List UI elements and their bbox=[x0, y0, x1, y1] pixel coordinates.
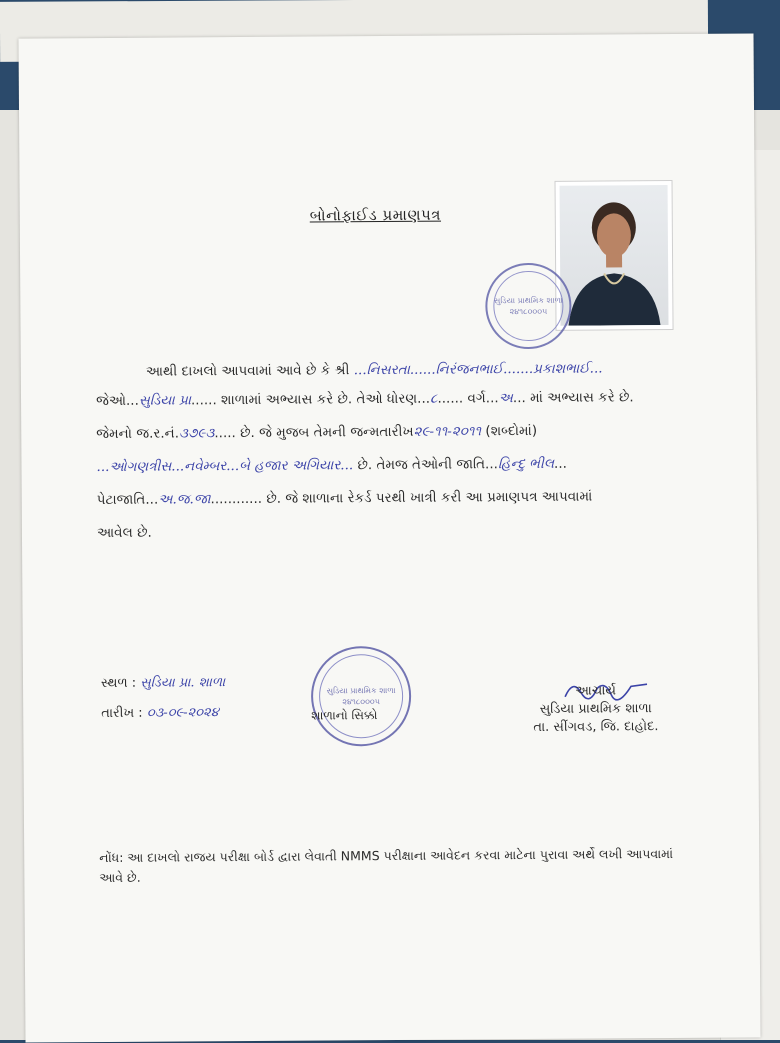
subcaste-value: અ.જ.જા bbox=[158, 491, 211, 508]
photo-image bbox=[560, 185, 669, 326]
document-title: બોનોફાઈડ પ્રમાણપત્ર bbox=[309, 205, 442, 225]
seal-label: શાળાનો સિક્કો bbox=[311, 708, 378, 723]
standard-value: ૮ bbox=[429, 390, 438, 407]
caste-value: હિન્દુ ભીલ bbox=[497, 455, 555, 473]
certificate-line-4: ...ઓગણત્રીસ...નવેમ્બર...બે હજાર અગિયાર... છે. તેમજ તેઓની જાતિ...હિન્દુ ભીલ... bbox=[96, 455, 567, 476]
date-row: તારીખ : ૦૩-૦૯-૨૦૨૪ bbox=[101, 705, 219, 722]
person-icon bbox=[560, 185, 669, 326]
division-value: અ bbox=[498, 390, 513, 407]
date-value: ૦૩-૦૯-૨૦૨૪ bbox=[146, 705, 219, 721]
school-seal: સુડિયા પ્રાથમિક શાળા ૨૪૧૮૦૦૦૫ bbox=[311, 646, 412, 747]
certificate-line-2: જેઓ...સુડિયા પ્રા...... શાળામાં અભ્યાસ કરે છે. તેઓ ધોરણ...૮...... વર્ગ...અ... માં અભ્યાસ કરે છે. bbox=[95, 389, 634, 410]
certificate-line-5: પેટાજાતિ...અ.જ.જા............ છે. જે શાળાના રેકર્ડ પરથી ખાત્રી કરી આ પ્રમાણપત્ર આપવામાં bbox=[96, 488, 593, 509]
sign-school: સુડિયા પ્રાથમિક શાળા bbox=[539, 701, 652, 717]
place-value: સુડિયા પ્રા. શાળા bbox=[140, 675, 226, 691]
certificate-line-1: આથી દાખલો આપવામાં આવે છે કે શ્રી ...નિસરતા......નિરંજનભાઈ.......પ્રકાશભાઈ... bbox=[145, 360, 603, 380]
place-row: સ્થળ : સુડિયા પ્રા. શાળા bbox=[100, 675, 226, 692]
sign-role: આચાર્ય bbox=[575, 683, 617, 699]
student-photo bbox=[555, 180, 674, 331]
footnote: નોંધ: આ દાખલો રાજય પરીક્ષા બોર્ડ દ્વારા લેવાતી NMMS પરીક્ષાના આવેદન કરવા માટેના પુરાવા અર્થે લખી આપવામાં આવે છે. bbox=[99, 846, 674, 886]
register-number: ૩૭૯૩ bbox=[178, 425, 215, 442]
student-name: ...નિસરતા......નિરંજનભાઈ.......પ્રકાશભાઈ... bbox=[353, 360, 603, 379]
certificate-line-6: આવેલ છે. bbox=[96, 524, 152, 542]
certificate-sheet bbox=[19, 33, 761, 1042]
signature-block bbox=[533, 682, 659, 737]
birth-date-words: ...ઓગણત્રીસ...નવેમ્બર...બે હજાર અગિયાર... bbox=[96, 457, 354, 476]
birth-date: ૨૯-૧૧-૨૦૧૧ bbox=[413, 423, 482, 440]
school-stamp-photo: સુડિયા પ્રાથમિક શાળા ૨૪૧૮૦૦૦૫ bbox=[485, 263, 572, 350]
school-name: સુડિયા પ્રા bbox=[138, 392, 192, 409]
certificate-line-3: જેમનો જ.ર.નં.૩૭૯૩..... છે. જે મુજબ તેમની જન્મતારીખ૨૯-૧૧-૨૦૧૧ (શબ્દોમાં) bbox=[96, 422, 538, 443]
sign-address: તા. સીંગવડ, જિ. દાહોદ. bbox=[533, 719, 659, 736]
